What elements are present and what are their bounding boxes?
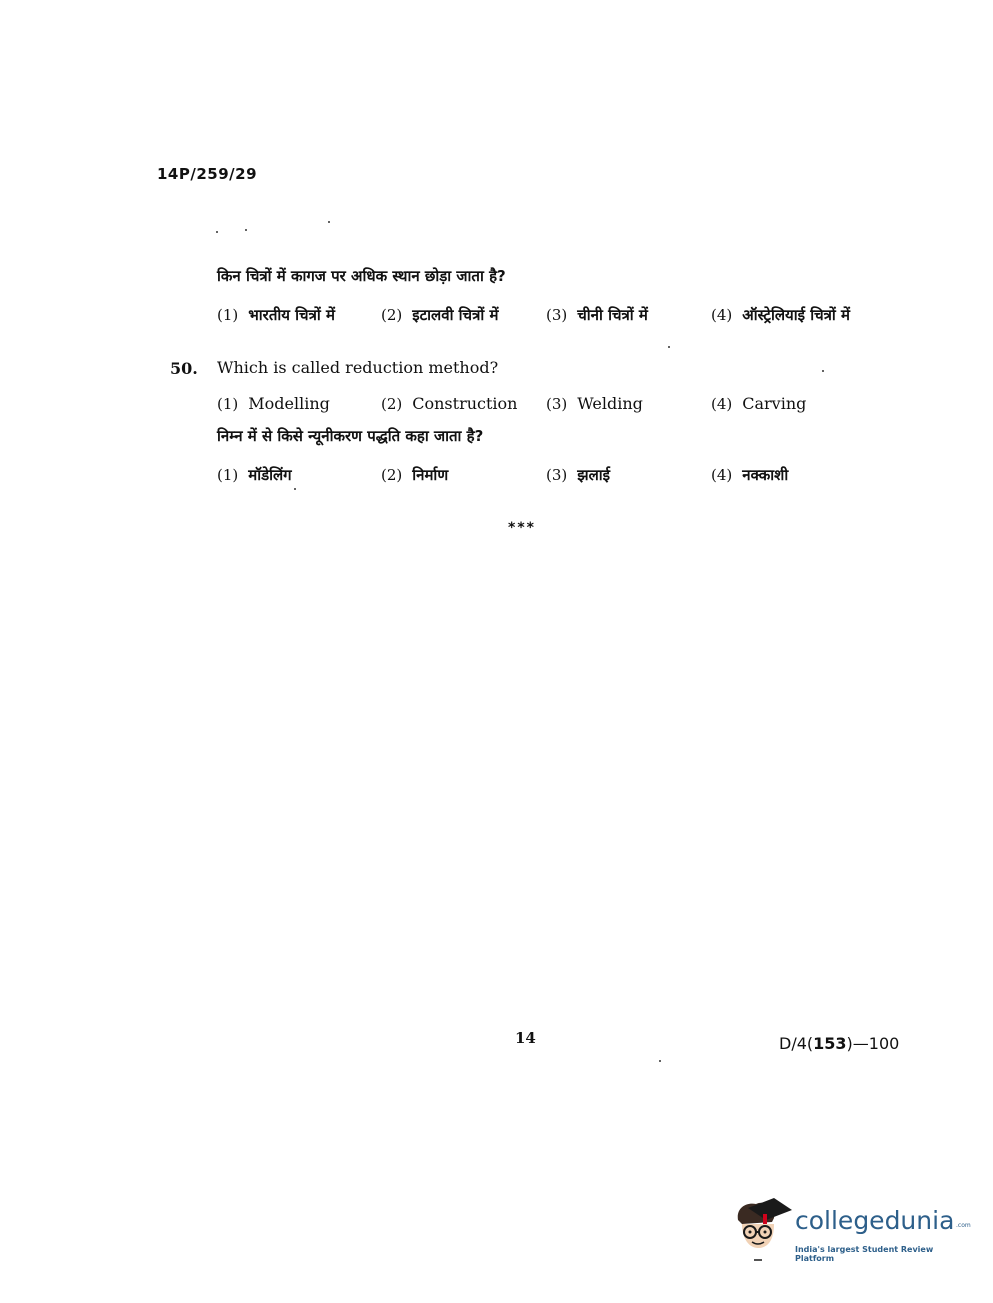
footer-code-suffix: )—100 xyxy=(846,1034,900,1053)
option-text: Welding xyxy=(577,394,643,413)
option-number: (4) xyxy=(711,306,733,324)
footer-code-prefix: D/4( xyxy=(779,1034,814,1053)
q50-question-hindi: निम्न में से किसे न्यूनीकरण पद्धति कहा जाता है? xyxy=(217,427,484,445)
option-number: (2) xyxy=(381,306,403,324)
q49-question-hindi: किन चित्रों में कागज पर अधिक स्थान छोड़ा जाता है? xyxy=(217,267,506,285)
option-text: निर्माण xyxy=(412,466,449,484)
option-text: ऑस्ट्रेलियाई चित्रों में xyxy=(742,306,850,324)
option-number: (4) xyxy=(711,395,733,413)
scan-speck xyxy=(659,1060,661,1062)
scan-speck xyxy=(294,488,296,490)
option-text: मॉडेलिंग xyxy=(248,466,292,484)
q50-option-2-hindi xyxy=(381,465,448,485)
option-text: Construction xyxy=(412,394,518,413)
q50-option-3-english xyxy=(546,394,643,413)
scan-speck xyxy=(822,370,824,372)
q49-option-2 xyxy=(381,305,498,325)
q50-option-4-hindi xyxy=(711,465,788,485)
q50-number: 50. xyxy=(170,359,198,378)
option-number: (3) xyxy=(546,306,568,324)
option-text: नक्काशी xyxy=(742,466,789,484)
option-text: Modelling xyxy=(248,394,330,413)
q50-question-english: Which is called reduction method? xyxy=(217,358,499,377)
option-number: (4) xyxy=(711,466,733,484)
scan-speck xyxy=(245,229,247,231)
q50-option-2-english xyxy=(381,394,517,413)
q50-option-1-english xyxy=(217,394,330,413)
q50-option-4-english xyxy=(711,394,806,413)
option-number: (1) xyxy=(217,306,239,324)
page-number: 14 xyxy=(515,1029,536,1047)
q49-option-4 xyxy=(711,305,850,325)
option-number: (1) xyxy=(217,395,239,413)
q49-option-3 xyxy=(546,305,648,325)
scan-speck xyxy=(668,346,670,348)
logo-tagline: India's largest Student Review Platform xyxy=(795,1245,934,1263)
option-number: (2) xyxy=(381,466,403,484)
option-text: भारतीय चित्रों में xyxy=(248,306,335,324)
option-number: (3) xyxy=(546,395,568,413)
scan-speck xyxy=(328,221,330,223)
footer-code-bold: 153 xyxy=(813,1034,847,1053)
collegedunia-logo xyxy=(732,1194,971,1266)
logo-brand-text: collegedunia xyxy=(795,1206,955,1235)
option-number: (2) xyxy=(381,395,403,413)
q50-option-1-hindi xyxy=(217,465,292,485)
student-mascot-icon xyxy=(732,1194,796,1266)
option-number: (1) xyxy=(217,466,239,484)
logo-domain-text: .com xyxy=(956,1222,971,1229)
footer-code xyxy=(779,1034,899,1053)
paper-code: 14P/259/29 xyxy=(157,165,258,183)
q49-option-1 xyxy=(217,305,335,325)
scan-speck xyxy=(216,231,218,233)
option-text: चीनी चित्रों में xyxy=(577,306,648,324)
option-text: Carving xyxy=(742,394,807,413)
option-number: (3) xyxy=(546,466,568,484)
end-marker: *** xyxy=(508,520,536,536)
q50-option-3-hindi xyxy=(546,465,610,485)
option-text: झलाई xyxy=(577,466,611,484)
option-text: इटालवी चित्रों में xyxy=(412,306,499,324)
